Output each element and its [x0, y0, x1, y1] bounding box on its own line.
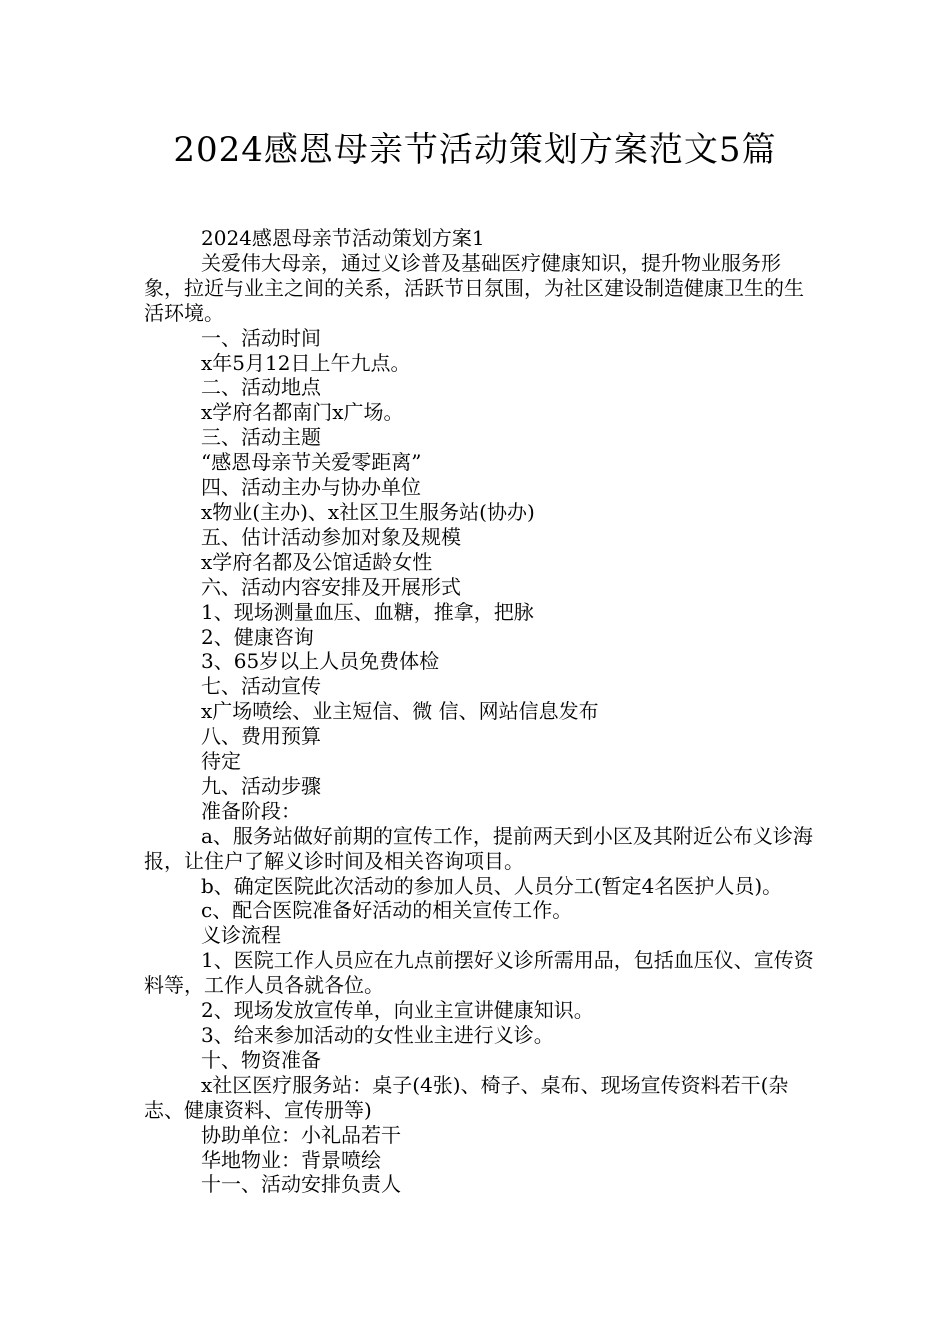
section-heading: 七、活动宣传 — [201, 674, 321, 699]
section-heading: 一、活动时间 — [201, 325, 321, 350]
section-heading: 六、活动内容安排及开展形式 — [201, 574, 461, 599]
list-item: b、确定医院此次活动的参加人员、人员分工(暂定4名医护人员)。 — [201, 873, 783, 898]
section-heading: 八、费用预算 — [201, 724, 321, 749]
paragraph: x学府名都及公馆适龄女性 — [201, 549, 433, 574]
section-heading: 四、活动主办与协办单位 — [201, 475, 421, 500]
paragraph: 华地物业：背景喷绘 — [201, 1147, 381, 1172]
list-item: 3、给来参加活动的女性业主进行义诊。 — [201, 1023, 554, 1047]
paragraph: x物业(主办)、x社区卫生服务站(协办) — [201, 499, 535, 524]
paragraph: 2024感恩母亲节活动策划方案1 — [201, 226, 485, 250]
list-item: 3、65岁以上人员免费体检 — [201, 649, 440, 674]
section-heading: 十、物资准备 — [201, 1047, 321, 1072]
document-title: 2024感恩母亲节活动策划方案范文5篇 — [173, 130, 777, 170]
paragraph: x学府名都南门x广场。 — [201, 400, 404, 425]
list-item: 1、医院工作人员应在九点前摆好义诊所需用品，包括血压仪、宣传资料等，工作人员各就各位。 — [144, 948, 814, 998]
paragraph: x社区医疗服务站：桌子(4张)、椅子、桌布、现场宣传资料若干(杂志、健康资料、宣传册等) — [144, 1072, 789, 1122]
paragraph: 关爱伟大母亲，通过义诊普及基础医疗健康知识，提升物业服务形象，拉近与业主之间的关系，活跃节日氛围，为社区建设制造健康卫生的生活环境。 — [144, 250, 804, 325]
paragraph: 协助单位：小礼品若干 — [201, 1122, 401, 1147]
section-heading: 九、活动步骤 — [201, 773, 321, 798]
paragraph: “感恩母亲节关爱零距离” — [201, 450, 422, 475]
paragraph: 义诊流程 — [201, 923, 281, 948]
paragraph: 待定 — [201, 749, 241, 774]
section-heading: 十一、活动安排负责人 — [201, 1172, 401, 1197]
list-item: 2、健康咨询 — [201, 624, 314, 649]
paragraph: x年5月12日上午九点。 — [201, 350, 411, 375]
list-item: c、配合医院准备好活动的相关宣传工作。 — [201, 898, 573, 923]
section-heading: 二、活动地点 — [201, 375, 321, 400]
list-item: 2、现场发放宣传单，向业主宣讲健康知识。 — [201, 998, 594, 1023]
list-item: 1、现场测量血压、血糖，推拿，把脉 — [201, 599, 534, 624]
paragraph: x广场喷绘、业主短信、微 信、网站信息发布 — [201, 699, 599, 724]
section-heading: 三、活动主题 — [201, 425, 321, 450]
paragraph: 准备阶段： — [201, 798, 301, 823]
section-heading: 五、估计活动参加对象及规模 — [201, 524, 461, 549]
list-item: a、服务站做好前期的宣传工作，提前两天到小区及其附近公布义诊海报，让住户了解义诊时间及相关咨询项目。 — [144, 823, 813, 873]
document-body — [144, 226, 814, 1197]
